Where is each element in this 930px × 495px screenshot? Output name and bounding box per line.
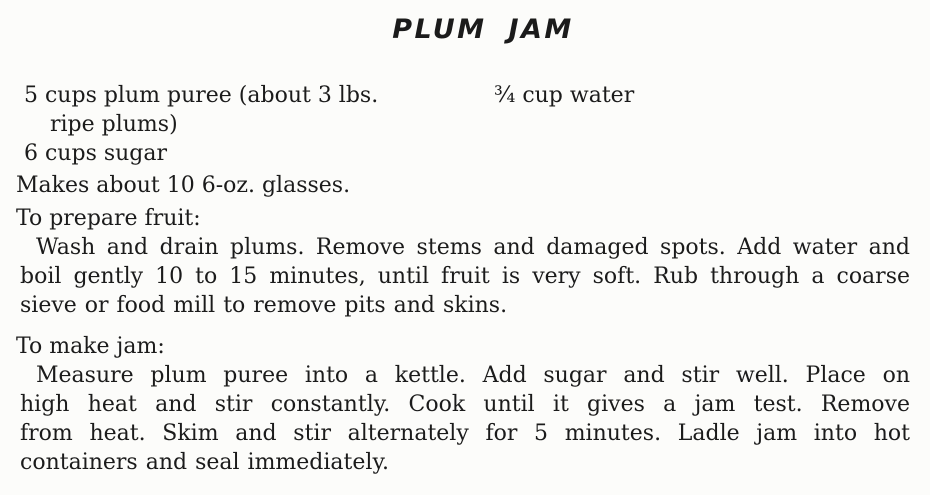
ingredient-plum-puree: 5 cups plum puree (about 3 lbs. [24,83,379,108]
paragraph-line: boil gently 10 to 15 minutes, until fruit is very soft. Rub through a coarse [20,264,910,289]
paragraph-line: high heat and stir constantly. Cook until it gives a jam test. Remove [20,392,910,417]
prepare-fruit-paragraph [20,233,910,320]
ingredient-water: ¾ cup water [494,83,635,108]
make-jam-paragraph [20,361,910,477]
yield-note: Makes about 10 6-oz. glasses. [16,173,351,198]
ingredients-list [16,81,910,168]
paragraph-line: containers and seal immediately. [20,450,389,475]
ingredient-sugar: 6 cups sugar [24,141,168,166]
paragraph-line: sieve or food mill to remove pits and skins. [20,293,508,318]
paragraph-line: Measure plum puree into a kettle. Add sugar and stir well. Place on [36,363,910,388]
section-heading-prepare-fruit: To prepare fruit: [16,206,201,231]
paragraph-line: Wash and drain plums. Remove stems and damaged spots. Add water and [36,235,910,260]
paragraph-line: from heat. Skim and stir alternately for 5 minutes. Ladle jam into hot [20,421,910,446]
section-heading-make-jam: To make jam: [16,334,165,359]
ingredients-left-column [16,81,910,168]
ingredient-plum-puree-continued: ripe plums) [50,112,178,137]
recipe-title: PLUM JAM [392,14,574,45]
